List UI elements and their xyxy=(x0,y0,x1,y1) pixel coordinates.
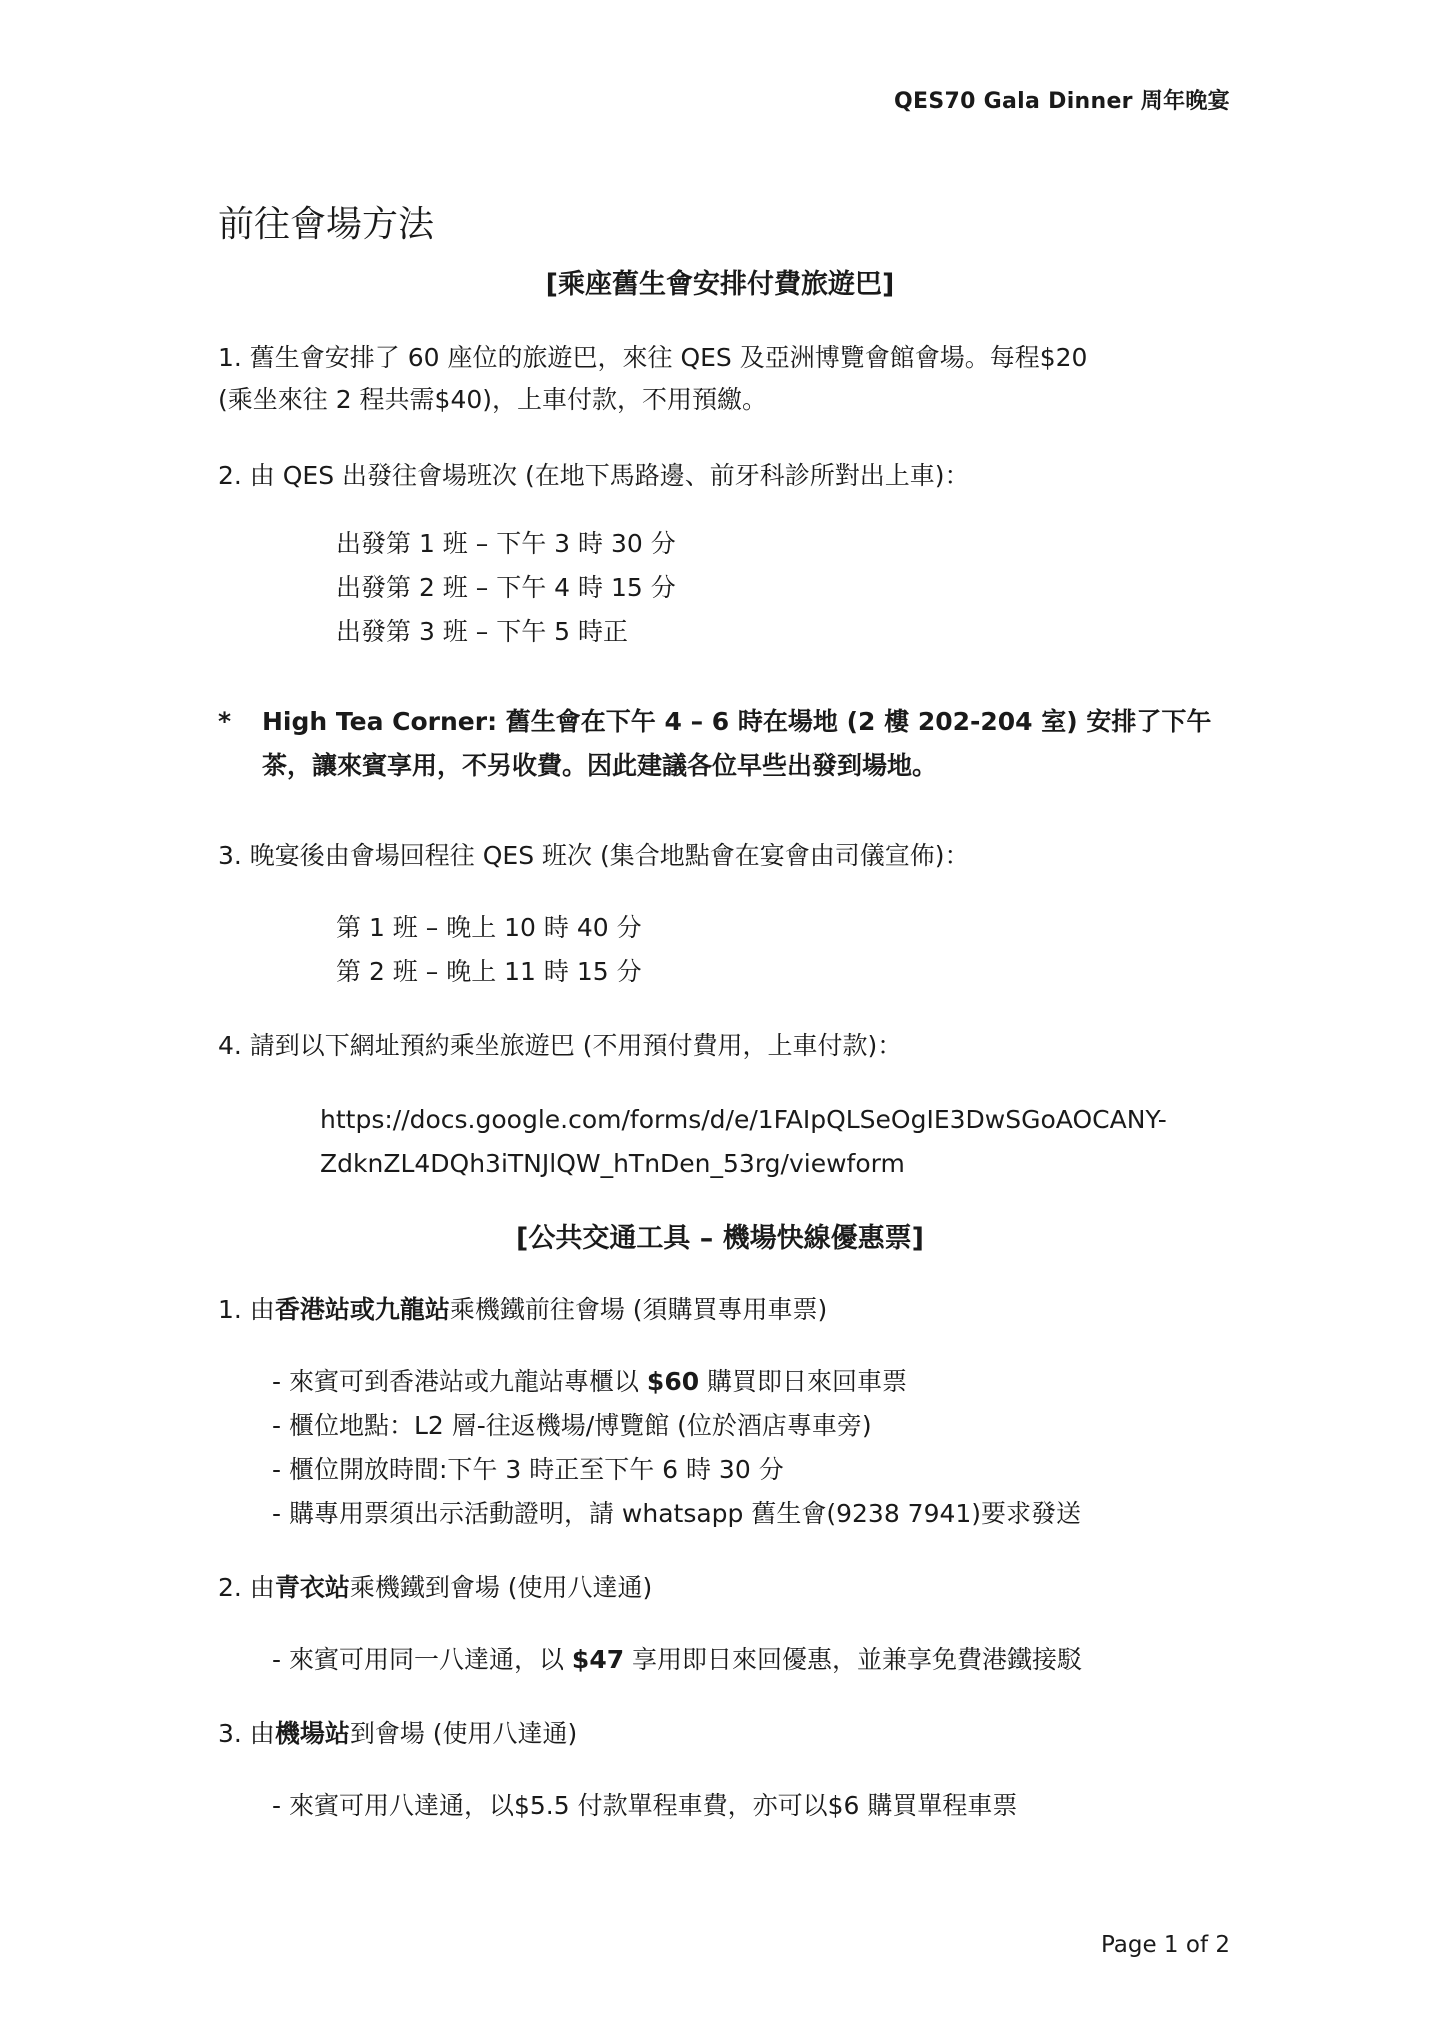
transport-item-1 xyxy=(218,1288,827,1332)
note-star: * xyxy=(218,707,232,736)
departure-2: 出發第 2 班 – 下午 4 時 15 分 xyxy=(336,573,676,602)
section-heading-tour-bus: [乘座舊生會安排付費旅遊巴] xyxy=(545,269,895,300)
return-2: 第 2 班 – 晚上 11 時 15 分 xyxy=(336,957,642,986)
bus-item-3: 3. 晚宴後由會場回程往 QES 班次 (集合地點會在宴會由司儀宣佈)： xyxy=(218,841,970,870)
high-tea-note-line-1: High Tea Corner: 舊生會在下午 4 – 6 時在場地 (2 樓 202-204 室) 安排了下午 xyxy=(262,707,1212,736)
booking-url-line-2[interactable]: ZdknZL4DQh3iTNJlQW_hTnDen_53rg/viewform xyxy=(320,1149,905,1178)
transport-item-1-bullet-3: - 櫃位開放時間:下午 3 時正至下午 6 時 30 分 xyxy=(272,1455,784,1484)
departure-1: 出發第 1 班 – 下午 3 時 30 分 xyxy=(336,529,676,558)
transport-item-2-prefix: 2. 由 xyxy=(218,1573,275,1602)
transport-item-1-bullet-1 xyxy=(272,1360,907,1404)
item-2-bullet-text: - 來賓可用同一八達通，以 xyxy=(272,1645,572,1674)
transport-item-1-bullet-2: - 櫃位地點：L2 層-往返機場/博覽館 (位於酒店專車旁) xyxy=(272,1411,872,1440)
transport-item-1-stations: 香港站或九龍站 xyxy=(274,1295,450,1324)
section-heading-public-transport: [公共交通工具 – 機場快線優惠票] xyxy=(516,1223,924,1254)
transport-item-1-prefix: 1. 由 xyxy=(218,1295,275,1324)
page-number: Page 1 of 2 xyxy=(1100,1932,1230,1958)
bus-item-1-line-2: (乘坐來往 2 程共需$40)，上車付款，不用預繳。 xyxy=(218,385,768,414)
return-1: 第 1 班 – 晚上 10 時 40 分 xyxy=(336,913,642,942)
bullet-1-text-end: 購買即日來回車票 xyxy=(699,1367,908,1396)
transport-item-3-bullet: - 來賓可用八達通，以$5.5 付款單程車費，亦可以$6 購買單程車票 xyxy=(272,1791,1018,1820)
transport-item-1-bullet-4: - 購專用票須出示活動證明，請 whatsapp 舊生會(9238 7941)要求發送 xyxy=(272,1499,1082,1528)
bullet-1-price: $60 xyxy=(646,1367,700,1396)
transport-item-2-bullet xyxy=(272,1638,1082,1682)
transport-item-1-suffix: 乘機鐵前往會場 (須購買專用車票) xyxy=(449,1295,828,1324)
bus-item-4: 4. 請到以下網址預約乘坐旅遊巴 (不用預付費用，上車付款)： xyxy=(218,1031,903,1060)
bullet-1-text: - 來賓可到香港站或九龍站專櫃以 xyxy=(272,1367,647,1396)
page-title: 前往會場方法 xyxy=(218,204,435,245)
high-tea-note-line-2: 茶，讓來賓享用，不另收費。因此建議各位早些出發到場地。 xyxy=(262,751,938,780)
departure-3: 出發第 3 班 – 下午 5 時正 xyxy=(336,617,628,646)
bus-item-1-line-1: 1. 舊生會安排了 60 座位的旅遊巴，來往 QES 及亞洲博覽會館會場。每程$20 xyxy=(218,343,1088,372)
transport-item-3-prefix: 3. 由 xyxy=(218,1719,275,1748)
transport-item-2-station: 青衣站 xyxy=(274,1573,350,1602)
bus-item-2: 2. 由 QES 出發往會場班次 (在地下馬路邊、前牙科診所對出上車)： xyxy=(218,461,970,490)
transport-item-3-suffix: 到會場 (使用八達通) xyxy=(349,1719,578,1748)
booking-url-line-1[interactable]: https://docs.google.com/forms/d/e/1FAIpQLSeOgIE3DwSGoAOCANY- xyxy=(320,1105,1167,1134)
item-2-bullet-price: $47 xyxy=(571,1645,625,1674)
document-header: QES70 Gala Dinner 周年晚宴 xyxy=(894,89,1230,114)
item-2-bullet-text-end: 享用即日來回優惠，並兼享免費港鐵接駁 xyxy=(624,1645,1083,1674)
transport-item-3 xyxy=(218,1712,577,1756)
transport-item-2-suffix: 乘機鐵到會場 (使用八達通) xyxy=(349,1573,653,1602)
transport-item-3-station: 機場站 xyxy=(274,1719,350,1748)
transport-item-2 xyxy=(218,1566,652,1610)
